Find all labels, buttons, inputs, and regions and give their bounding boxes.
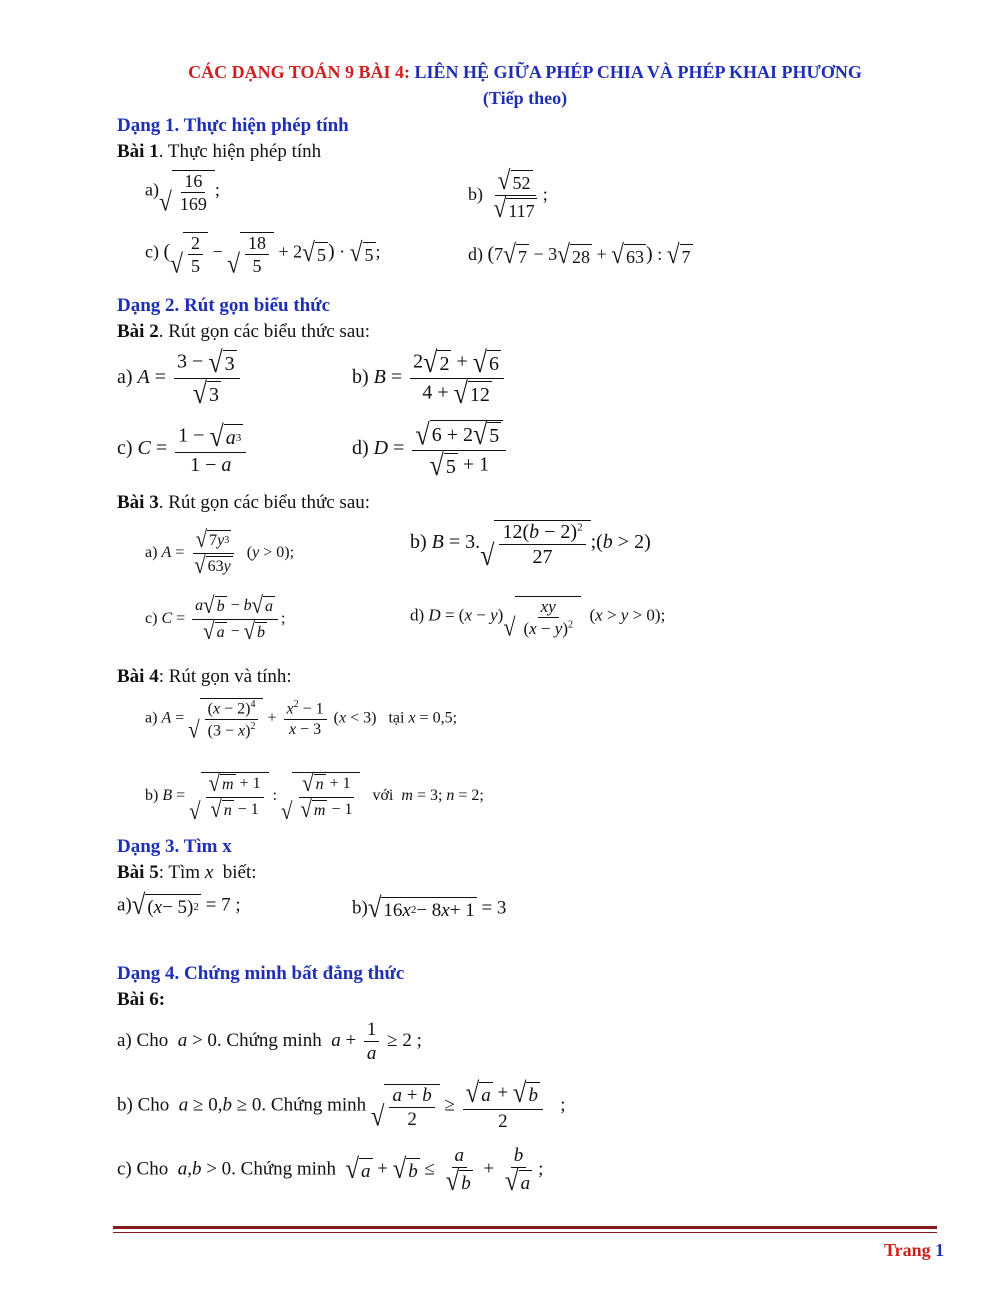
problem-2a: a) A = 3 − √ 3 √ 3 [117,350,243,407]
problem-3a: a) A = √ 7 y 3 √ 63 y (y > 0); [145,526,295,579]
problem-5a: a) √ ( x − 5) 2 = 7 ; [117,889,241,921]
problem-2d: d) D = √ 6 + 2 √ 5 √ 5 + 1 [352,420,509,479]
problem-1: Bài 1. Thực hiện phép tính [117,141,322,162]
problem-5: Bài 5: Tìm x biết: [117,862,257,883]
problem-4a: a) A = √ $\frac{(x - 2)^4}{(3 - x)^2}$ + $\frac{x^2 - 1}{x - 3}$ (x < 3) tại x = 0,5; [145,698,458,744]
problem-2b: b) B = 2 √ 2 + √ 6 4 + √ 12 [352,350,507,407]
page-subtitle: (Tiếp theo) [482,88,568,108]
problem-1c: c) ( √ $\frac{2}{5}$ − √ $\frac{18}{5}$ + 2 √ 5 ) · √ 5 ; [145,233,381,279]
problem-3b: b) B = 3. √ $\frac{12(b - 2)^2}{27}$ ;(b > 2) [410,521,651,572]
problem-5b: b) √ 16 x 2 − 8 x + 1 = 3 [352,892,507,924]
problem-6b: b) Cho a ≥ 0,b ≥ 0. Chứng minh √ $\frac{a + b}{2}$ ≥ √ a + √ b 2 ; [117,1077,566,1133]
problem-6: Bài 6: [117,989,166,1010]
footer-divider [113,1226,937,1229]
section-heading-2: Dạng 2. Rút gọn biểu thức [117,295,331,316]
problem-3c: c) C = a √ b − b √ a √ a − √ b ; [145,592,286,645]
problem-3d: d) D = (x − y) √ $\frac{xy}{(x - y)^2}$ (x > y > 0); [410,597,666,642]
problem-2c: c) C = 1 − √ a 3 1 − a [117,424,249,475]
page-number: Trang 1 [884,1240,945,1260]
problem-2: Bài 2. Rút gọn các biểu thức sau: [117,321,371,342]
problem-1d: d) (7 √ 7 − 3 √ 28 + √ 63 ) : √ 7 [468,240,691,271]
section-heading-4: Dạng 4. Chứng minh bất đẳng thức [117,963,405,984]
problem-4b: b) B = √ √ m + 1 √ n − 1 : √ √ n + 1 √ m − 1 với m = 3; n = 2; [145,770,484,825]
problem-1b: b) √ 52 √ 117 ; [468,165,548,225]
problem-1a: a) √ $\frac{16}{169}$ ; [145,171,220,217]
page-title: CÁC DẠNG TOÁN 9 BÀI 4: LIÊN HỆ GIỮA PHÉP CHIA VÀ PHÉP KHAI PHƯƠNG [188,62,862,82]
problem-4: Bài 4: Rút gọn và tính: [117,666,292,687]
footer-divider-thin [113,1232,937,1233]
section-heading-1: Dạng 1. Thực hiện phép tính [117,115,349,136]
problem-6c: c) Cho a,b > 0. Chứng minh √ a + √ b ≤ a √ b + b √ a ; [117,1145,544,1197]
problem-6a: a) Cho a > 0. Chứng minh a + $\frac{1}{a}$ ≥ 2 ; [117,1019,422,1064]
section-heading-3: Dạng 3. Tìm x [117,836,232,857]
problem-3: Bài 3. Rút gọn các biểu thức sau: [117,492,371,513]
